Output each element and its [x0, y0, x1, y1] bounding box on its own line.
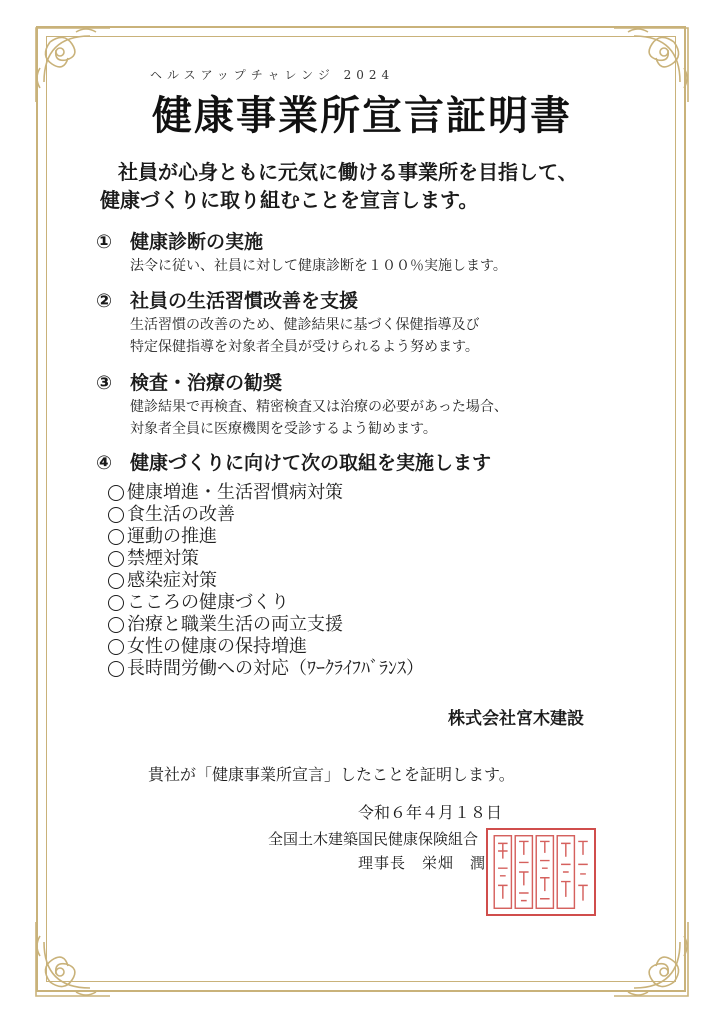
commitment-number: ④: [96, 452, 113, 474]
commitment-item-1: [96, 229, 656, 277]
commitment-item-2: [96, 288, 656, 358]
commitment-title: 社員の生活習慣改善を支援: [130, 290, 359, 312]
commitment-item-4: [96, 450, 656, 476]
action-label: 食生活の改善: [127, 504, 235, 525]
commitment-text-line: 法令に従い、社員に対して健康診断を１００％実施します。: [130, 258, 507, 274]
corner-ornament-bottom-right: [608, 916, 694, 1002]
circle-bullet-icon: [108, 595, 124, 611]
action-item: [108, 548, 628, 570]
circle-bullet-icon: [108, 639, 124, 655]
action-label: 女性の健康の保持増進: [127, 636, 307, 657]
circle-bullet-icon: [108, 573, 124, 589]
circle-bullet-icon: [108, 485, 124, 501]
circle-bullet-icon: [108, 507, 124, 523]
issue-date: 令和６年４月１８日: [358, 803, 503, 822]
commitment-item-3: [96, 370, 656, 440]
action-item: [108, 658, 628, 680]
commitment-heading: [96, 288, 656, 314]
action-item: [108, 570, 628, 592]
commitment-title: 検査・治療の勧奨: [130, 372, 283, 394]
action-label: 長時間労働への対応（ﾜｰｸﾗｲﾌﾊﾞﾗﾝｽ）: [127, 658, 424, 679]
action-item: [108, 636, 628, 658]
action-label: 禁煙対策: [127, 548, 199, 569]
issuer-name: 全国土木建築国民健康保険組合: [268, 830, 479, 848]
circle-bullet-icon: [108, 551, 124, 567]
action-item: [108, 526, 628, 548]
action-list: [108, 482, 628, 680]
circle-bullet-icon: [108, 661, 124, 677]
action-item: [108, 504, 628, 526]
certification-statement: 貴社が「健康事業所宣言」したことを証明します。: [148, 765, 515, 784]
action-label: 健康増進・生活習慣病対策: [127, 482, 343, 503]
commitment-description: [96, 314, 656, 358]
action-item: [108, 592, 628, 614]
representative-name: 理事長 栄畑 潤: [358, 854, 487, 872]
commitment-text-line: 健診結果で再検査、精密検査又は治療の必要があった場合、: [130, 399, 508, 415]
commitment-heading: [96, 370, 656, 396]
declaration-statement: [100, 158, 640, 214]
commitment-number: ②: [96, 290, 113, 312]
commitment-title: 健康診断の実施: [130, 231, 264, 253]
commitment-description: [96, 396, 656, 440]
commitment-text-line: 生活習慣の改善のため、健診結果に基づく保健指導及び: [130, 317, 480, 333]
commitment-number: ③: [96, 372, 113, 394]
action-label: 治療と職業生活の両立支援: [127, 614, 343, 635]
action-label: 運動の推進: [127, 526, 217, 547]
seal-glyphs: [488, 830, 594, 914]
company-name: 株式会社宮木建設: [448, 709, 584, 729]
circle-bullet-icon: [108, 529, 124, 545]
commitment-heading: [96, 450, 656, 476]
action-label: 感染症対策: [127, 570, 217, 591]
action-item: [108, 482, 628, 504]
commitment-description: [96, 255, 656, 277]
declaration-line-1: 社員が心身ともに元気に働ける事業所を目指して、: [118, 160, 578, 184]
corner-ornament-bottom-left: [30, 916, 116, 1002]
circle-bullet-icon: [108, 617, 124, 633]
commitment-text-line: 特定保健指導を対象者全員が受けられるよう努めます。: [130, 339, 479, 355]
commitment-number: ①: [96, 231, 113, 253]
declaration-line-2: 健康づくりに取り組むことを宣言します。: [100, 188, 479, 212]
official-seal-stamp: [486, 828, 596, 916]
commitment-title: 健康づくりに向けて次の取組を実施します: [130, 452, 492, 474]
action-item: [108, 614, 628, 636]
program-subtitle: ヘルスアップチャレンジ 2024: [150, 68, 395, 82]
certificate-title: 健康事業所宣言証明書: [152, 92, 572, 139]
action-label: こころの健康づくり: [127, 592, 289, 613]
commitment-heading: [96, 229, 656, 255]
commitment-text-line: 対象者全員に医療機関を受診するよう勧めます。: [130, 421, 437, 437]
